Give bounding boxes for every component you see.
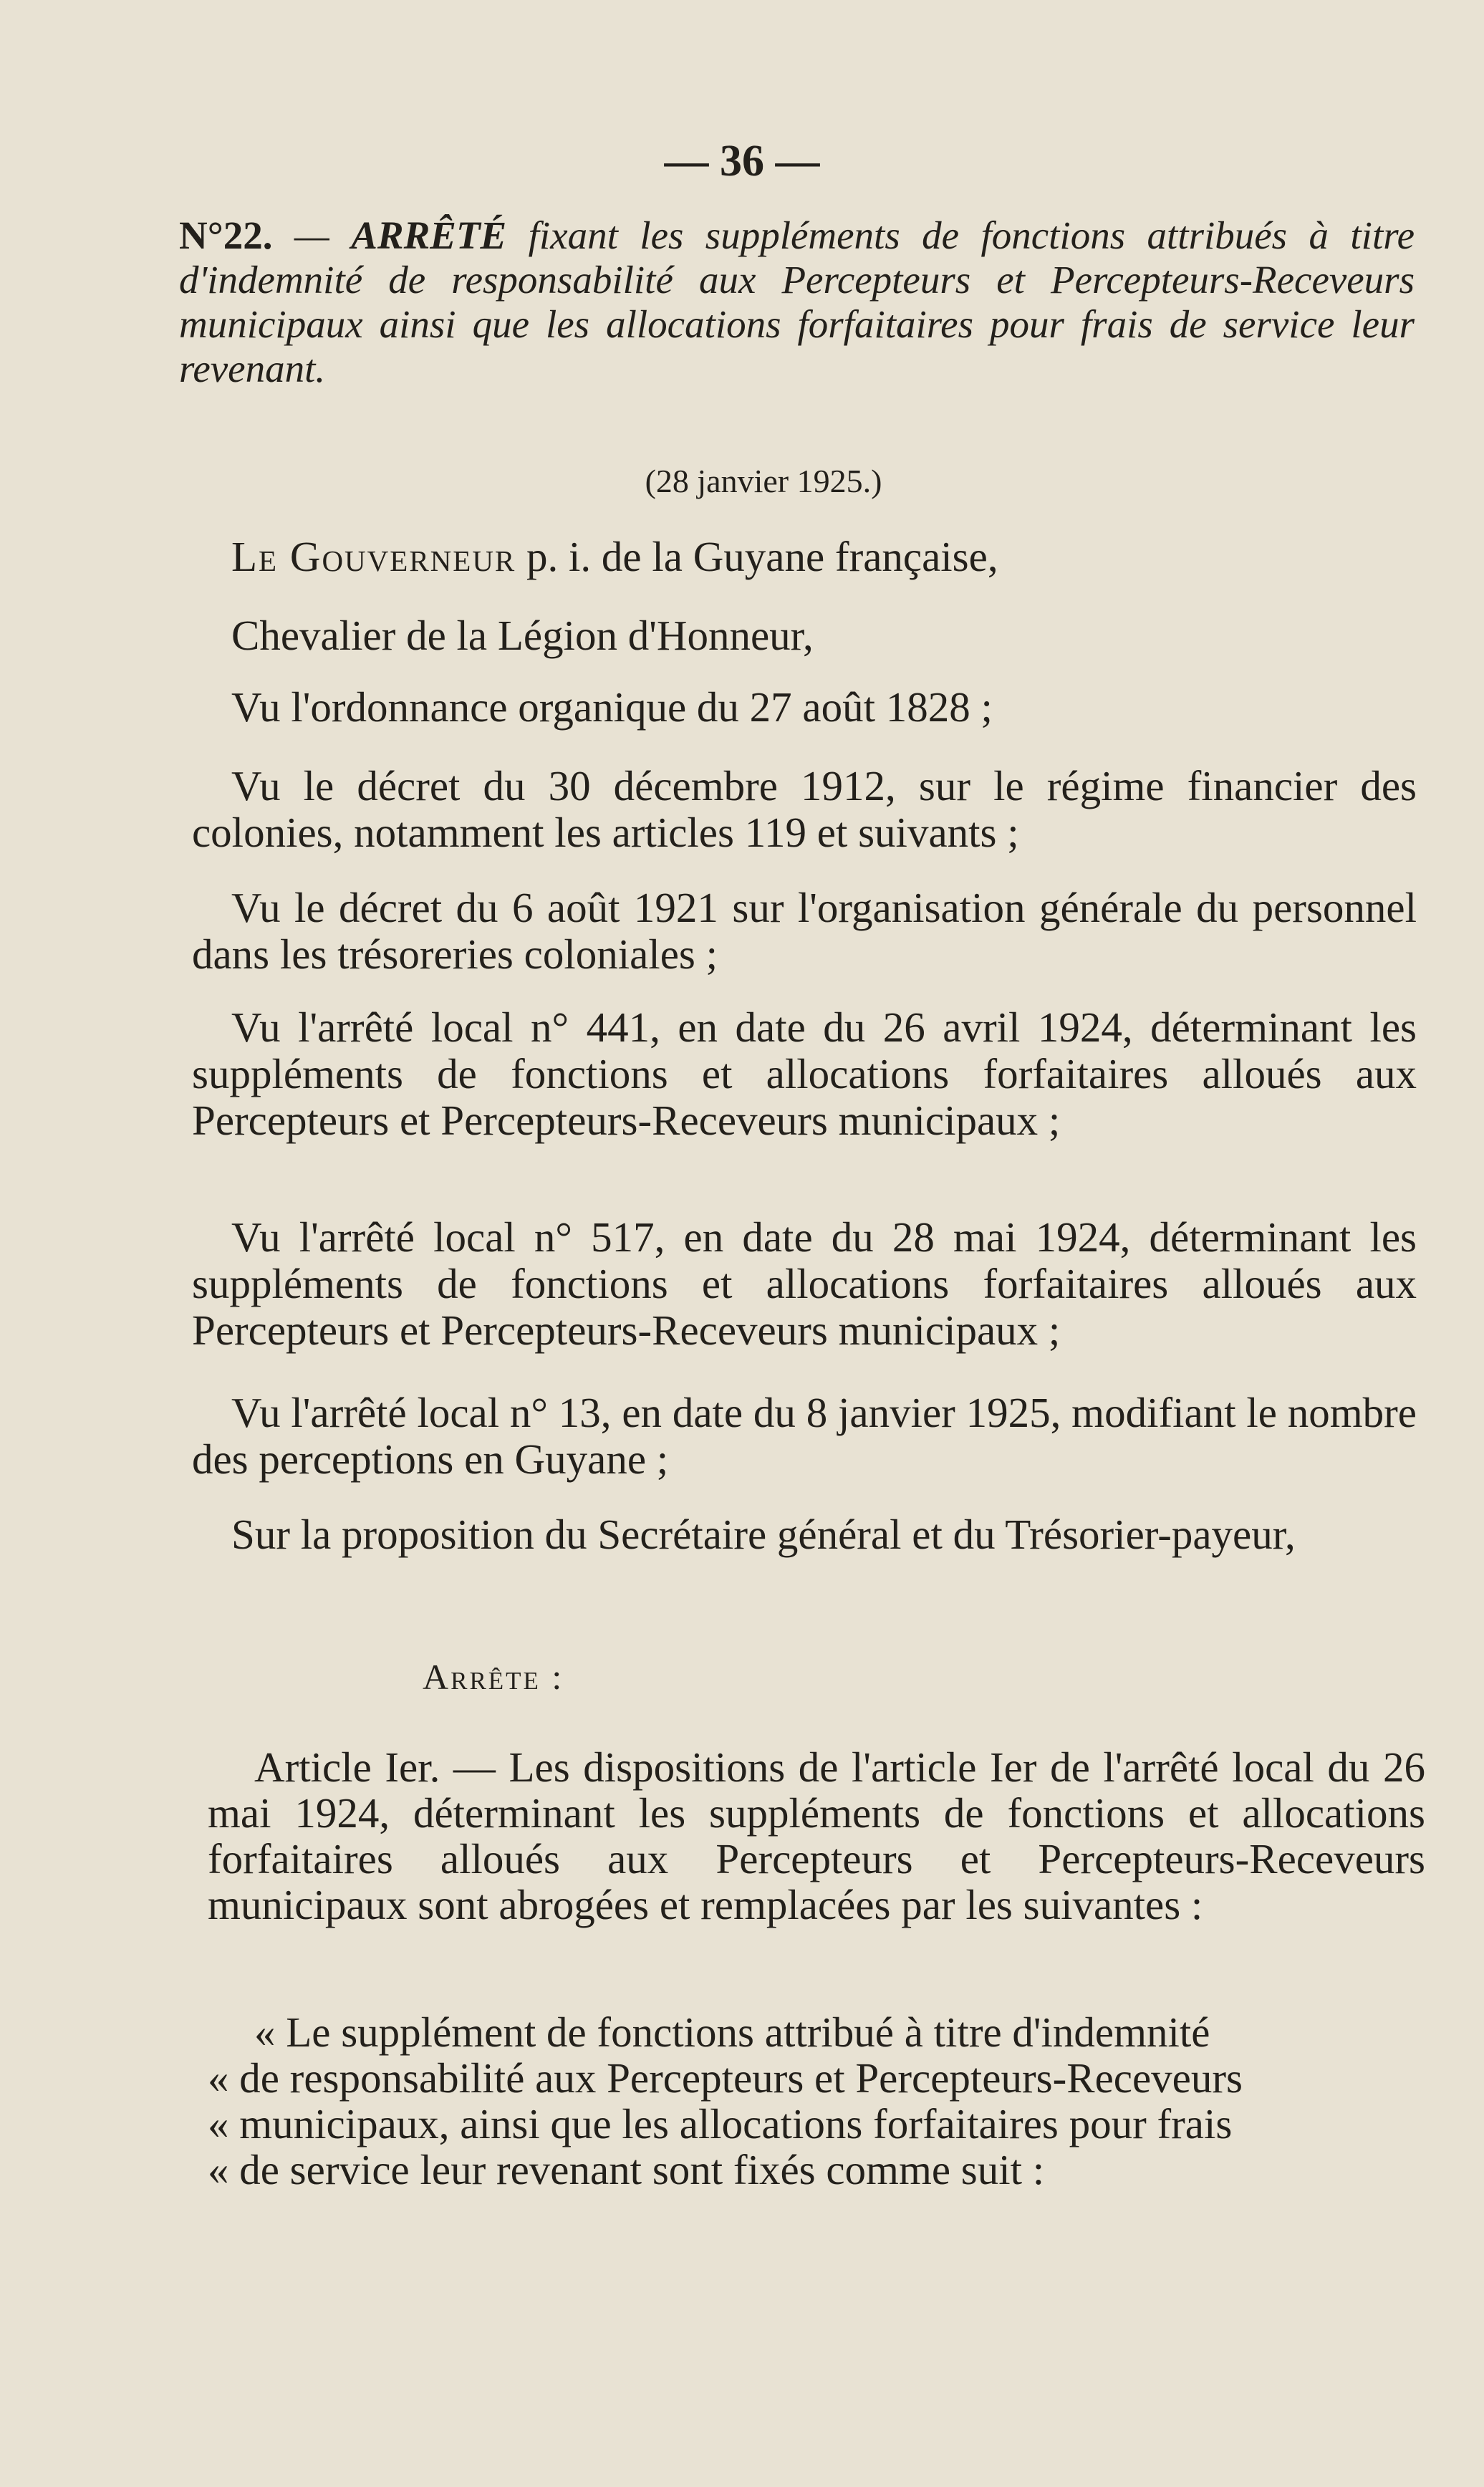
quote-line-2: « de responsabilité aux Percepteurs et Percepteurs-Receveurs xyxy=(208,2054,1243,2102)
governor-title: Le Gouverneur xyxy=(231,533,516,580)
title-keyword: ARRÊTÉ xyxy=(351,213,507,257)
document-title xyxy=(179,213,1415,391)
vu-arrete-441: Vu l'arrêté local n° 441, en date du 26 avril 1924, déterminant les suppléments de fonctions et allocations forfaitaires alloués aux Percepteurs et Percepteurs-Receveurs municipaux ; xyxy=(192,1004,1417,1144)
governor-line xyxy=(192,534,1417,580)
proposition: Sur la proposition du Secrétaire général et du Trésorier-payeur, xyxy=(231,1511,1296,1558)
quoted-provision xyxy=(208,2009,1425,2193)
vu-decret-1921: Vu le décret du 6 août 1921 sur l'organisation générale du personnel dans les trésoreries coloniales ; xyxy=(192,884,1417,978)
page-number: — 36 — xyxy=(664,137,820,186)
chevalier-line: Chevalier de la Légion d'Honneur, xyxy=(231,612,814,659)
quote-line-1: « Le supplément de fonctions attribué à titre d'indemnité xyxy=(254,2009,1210,2056)
title-dash: — xyxy=(272,213,329,257)
decree-date: (28 janvier 1925.) xyxy=(645,463,882,499)
decree-number: N°22. xyxy=(179,213,273,257)
quote-line-3: « municipaux, ainsi que les allocations forfaitaires pour frais xyxy=(208,2100,1233,2147)
arrete-heading: Arrête : xyxy=(423,1657,564,1697)
governor-rest: p. i. de la Guyane française, xyxy=(516,533,998,580)
vu-ordonnance: Vu l'ordonnance organique du 27 août 1828 ; xyxy=(231,683,993,731)
vu-arrete-13: Vu l'arrêté local n° 13, en date du 8 janvier 1925, modifiant le nombre des perceptions en Guyane ; xyxy=(192,1389,1417,1483)
article-1: Article Ier. — Les dispositions de l'article Ier de l'arrêté local du 26 mai 1924, déterminant les suppléments de fonctions et allocations forfaitaires alloués aux Percepteurs et Percepteurs-Receveurs municipaux sont abrogées et remplacées par les suivantes : xyxy=(208,1743,1425,1928)
vu-decret-1912: Vu le décret du 30 décembre 1912, sur le régime financier des colonies, notamment les articles 119 et suivants ; xyxy=(192,762,1417,856)
title-text: fixant les suppléments de fonctions attribués à titre d'indemnité de responsabilité aux Percepteurs et Percepteurs-Receveurs municipaux ainsi que les allocations forfaitaires pour frais de service leur revenant. xyxy=(179,213,1415,390)
vu-arrete-517: Vu l'arrêté local n° 517, en date du 28 mai 1924, déterminant les suppléments de fonctions et allocations forfaitaires alloués aux Percepteurs et Percepteurs-Receveurs municipaux ; xyxy=(192,1213,1417,1354)
quote-line-4: « de service leur revenant sont fixés comme suit : xyxy=(208,2146,1045,2193)
